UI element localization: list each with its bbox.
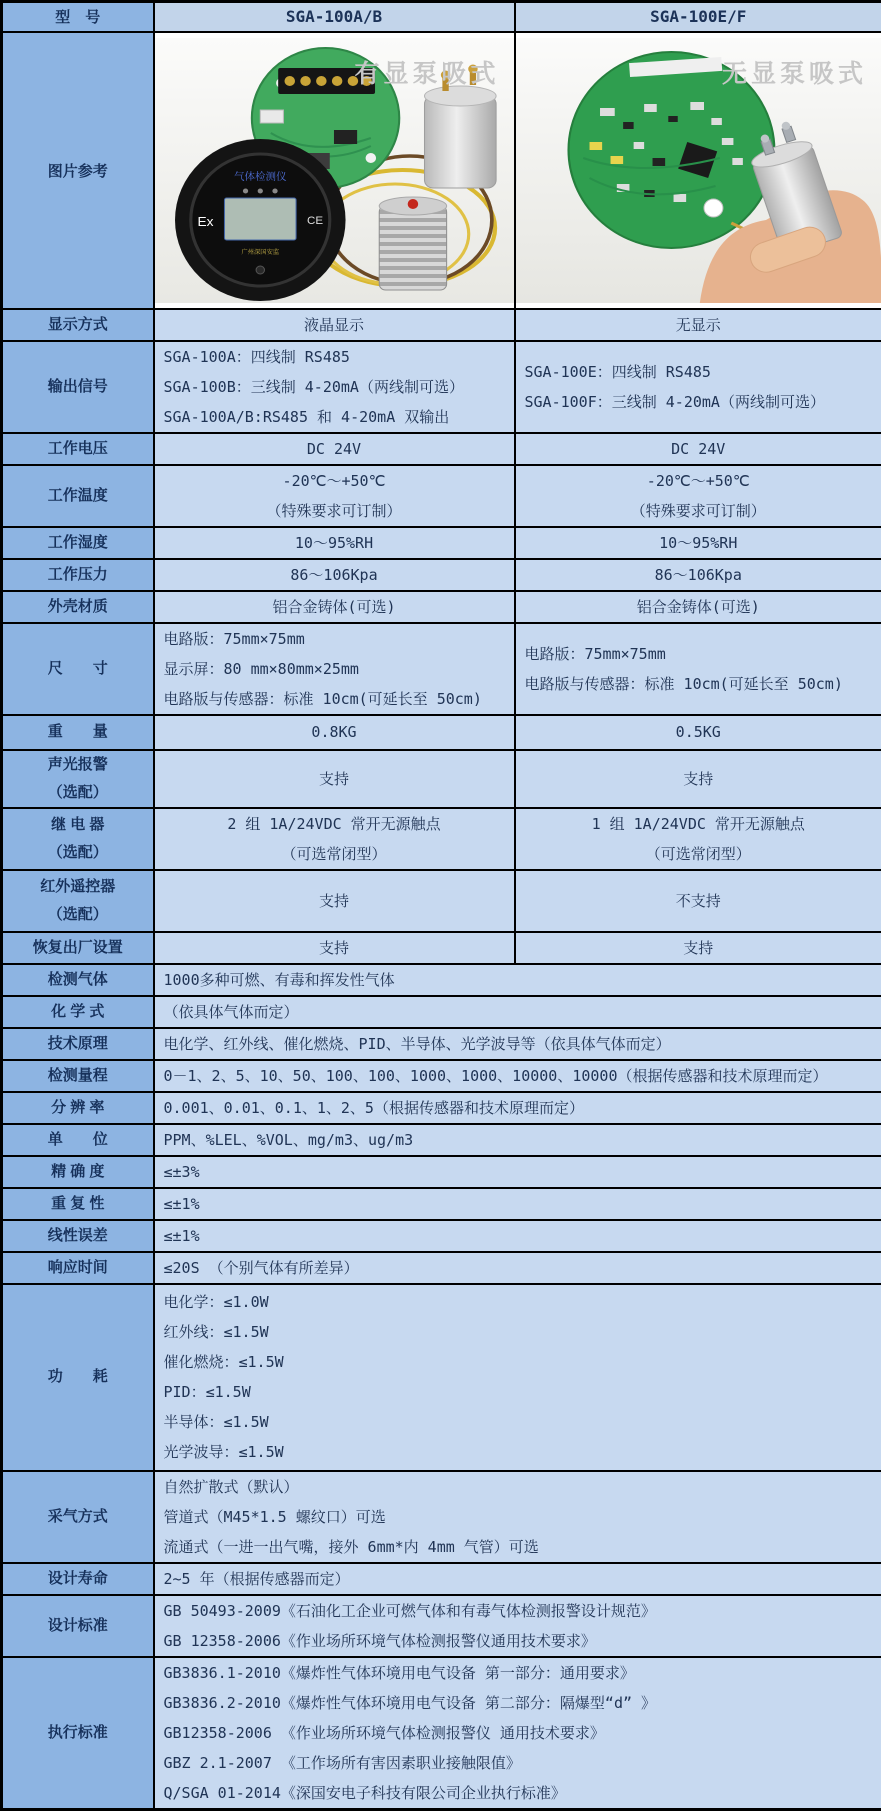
table-row (2, 1657, 881, 1810)
spec-value: 1 组 1A/24VDC 常开无源触点 （可选常闭型） (515, 808, 881, 870)
spec-row-label: 恢复出厂设置 (2, 932, 154, 964)
table-row (2, 527, 881, 559)
photo-row-label: 图片参考 (2, 32, 154, 309)
table-row (2, 559, 881, 591)
table-row (2, 433, 881, 465)
spec-row-label: 重 量 (2, 715, 154, 750)
table-row (2, 1563, 881, 1595)
spec-value: 0.5KG (515, 715, 881, 750)
table-row (2, 808, 881, 870)
spec-value: ≤±1% (154, 1220, 881, 1252)
table-row (2, 932, 881, 964)
spec-value: 86～106Kpa (515, 559, 881, 591)
spec-value: DC 24V (154, 433, 515, 465)
watermark-right: 无显泵吸式 (722, 54, 867, 90)
svg-text:Ex: Ex (197, 214, 213, 229)
table-row (2, 1471, 881, 1563)
spec-row-label: 功 耗 (2, 1284, 154, 1471)
spec-value: SGA-100A：四线制 RS485 SGA-100B：三线制 4-20mA（两线制可选） SGA-100A/B:RS485 和 4-20mA 双输出 (154, 341, 515, 433)
table-row (2, 341, 881, 433)
table-row (2, 1156, 881, 1188)
spec-value: 86～106Kpa (154, 559, 515, 591)
spec-value: SGA-100E：四线制 RS485 SGA-100F：三线制 4-20mA（两线制可选） (515, 341, 881, 433)
spec-value: ≤±3% (154, 1156, 881, 1188)
table-row (2, 870, 881, 932)
spec-row-label: 分 辨 率 (2, 1092, 154, 1124)
spec-value: 0.8KG (154, 715, 515, 750)
spec-row-label: 执行标准 (2, 1657, 154, 1810)
svg-text:气体检测仪: 气体检测仪 (233, 170, 286, 183)
spec-row-label: 响应时间 (2, 1252, 154, 1284)
spec-row-label: 声光报警 （选配） (2, 750, 154, 808)
gas-detector-with-display-illustration (155, 38, 514, 303)
product-photo-sga100ab (155, 38, 514, 303)
svg-text:广州深国安监: 广州深国安监 (241, 248, 279, 256)
spec-row-label: 工作电压 (2, 433, 154, 465)
spec-row-label: 重 复 性 (2, 1188, 154, 1220)
spec-value: 电路版：75mm×75mm 电路版与传感器：标准 10cm(可延长至 50cm) (515, 623, 881, 715)
spec-value: 电路版：75mm×75mm 显示屏：80 mm×80mm×25mm 电路版与传感器：标准 10cm(可延长至 50cm) (154, 623, 515, 715)
header-row (2, 2, 881, 32)
spec-value: 支持 (154, 932, 515, 964)
spec-tbody (2, 2, 881, 1810)
spec-value: 无显示 (515, 309, 881, 341)
model-name-sga100ab: SGA-100A/B (154, 2, 515, 32)
spec-row-label: 工作温度 (2, 465, 154, 527)
spec-value: 支持 (154, 870, 515, 932)
spec-value: 不支持 (515, 870, 881, 932)
model-label: 型 号 (2, 2, 154, 32)
spec-row-label: 线性误差 (2, 1220, 154, 1252)
spec-value: 10～95%RH (154, 527, 515, 559)
spec-value: 电化学、红外线、催化燃烧、PID、半导体、光学波导等（依具体气体而定） (154, 1028, 881, 1060)
table-row (2, 996, 881, 1028)
table-row (2, 1595, 881, 1657)
table-row (2, 964, 881, 996)
spec-value: 自然扩散式（默认） 管道式（M45*1.5 螺纹口）可选 流通式（一进一出气嘴，接外 6mm*内 4mm 气管）可选 (154, 1471, 881, 1563)
spec-value: 电化学：≤1.0W 红外线：≤1.5W 催化燃烧：≤1.5W PID：≤1.5W 半导体：≤1.5W 光学波导：≤1.5W (154, 1284, 881, 1471)
spec-value: （依具体气体而定） (154, 996, 881, 1028)
gas-detector-no-display-illustration (516, 38, 881, 303)
table-row (2, 1124, 881, 1156)
table-row (2, 1092, 881, 1124)
spec-value: GB 50493-2009《石油化工企业可燃气体和有毒气体检测报警设计规范》 GB 12358-2006《作业场所环境气体检测报警仪通用技术要求》 (154, 1595, 881, 1657)
spec-value: 支持 (154, 750, 515, 808)
spec-value: 10～95%RH (515, 527, 881, 559)
spec-row-label: 采气方式 (2, 1471, 154, 1563)
table-row (2, 1284, 881, 1471)
photo-cell-right (515, 32, 881, 309)
spec-value: 0.001、0.01、0.1、1、2、5（根据传感器和技术原理而定） (154, 1092, 881, 1124)
spec-row-label: 外壳材质 (2, 591, 154, 623)
table-row (2, 715, 881, 750)
spec-row-label: 尺 寸 (2, 623, 154, 715)
spec-row-label: 工作压力 (2, 559, 154, 591)
spec-row-label: 单 位 (2, 1124, 154, 1156)
spec-row-label: 设计寿命 (2, 1563, 154, 1595)
table-row (2, 623, 881, 715)
table-row (2, 1028, 881, 1060)
svg-text:CE: CE (306, 215, 323, 227)
spec-row-label: 化 学 式 (2, 996, 154, 1028)
spec-row-label: 检测量程 (2, 1060, 154, 1092)
spec-value: GB3836.1-2010《爆炸性气体环境用电气设备 第一部分：通用要求》 GB3836.2-2010《爆炸性气体环境用电气设备 第二部分：隔爆型“d” 》 GB12358-2006 《作业场所环境气体检测报警仪 通用技术要求》 GBZ 2.1-2007 《工作场所有害因素职业接触限值》 Q/SGA 01-2014《深国安电子科技有限公司企业执行标准》 (154, 1657, 881, 1810)
spec-row-label: 技术原理 (2, 1028, 154, 1060)
table-row (2, 1220, 881, 1252)
spec-value: 铝合金铸体(可选) (154, 591, 515, 623)
spec-row-label: 检测气体 (2, 964, 154, 996)
table-row (2, 1188, 881, 1220)
watermark-left: 有显泵吸式 (354, 54, 499, 90)
spec-row-label: 工作湿度 (2, 527, 154, 559)
table-row (2, 309, 881, 341)
spec-row-label: 输出信号 (2, 341, 154, 433)
table-row (2, 750, 881, 808)
spec-value: 铝合金铸体(可选) (515, 591, 881, 623)
spec-row-label: 精 确 度 (2, 1156, 154, 1188)
spec-value: 0－1、2、5、10、50、100、100、1000、1000、10000、10000（根据传感器和技术原理而定） (154, 1060, 881, 1092)
spec-value: 支持 (515, 932, 881, 964)
table-row (2, 1252, 881, 1284)
photo-cell-left (154, 32, 515, 309)
spec-value: 液晶显示 (154, 309, 515, 341)
spec-row-label: 显示方式 (2, 309, 154, 341)
spec-value: PPM、%LEL、%VOL、mg/m3、ug/m3 (154, 1124, 881, 1156)
table-row (2, 1060, 881, 1092)
spec-value: DC 24V (515, 433, 881, 465)
spec-value: ≤20S （个别气体有所差异） (154, 1252, 881, 1284)
spec-value: 2~5 年（根据传感器而定） (154, 1563, 881, 1595)
model-name-sga100ef: SGA-100E/F (515, 2, 881, 32)
spec-value: -20℃～+50℃ （特殊要求可订制） (154, 465, 515, 527)
spec-row-label: 继 电 器 （选配） (2, 808, 154, 870)
spec-value: ≤±1% (154, 1188, 881, 1220)
table-row (2, 465, 881, 527)
spec-value: 2 组 1A/24VDC 常开无源触点 （可选常闭型） (154, 808, 515, 870)
spec-value: -20℃～+50℃ （特殊要求可订制） (515, 465, 881, 527)
spec-row-label: 设计标准 (2, 1595, 154, 1657)
table-row (2, 591, 881, 623)
spec-row-label: 红外遥控器 （选配） (2, 870, 154, 932)
spec-value: 支持 (515, 750, 881, 808)
spec-value: 1000多种可燃、有毒和挥发性气体 (154, 964, 881, 996)
product-photo-sga100ef (516, 38, 881, 303)
photo-row (2, 32, 881, 309)
